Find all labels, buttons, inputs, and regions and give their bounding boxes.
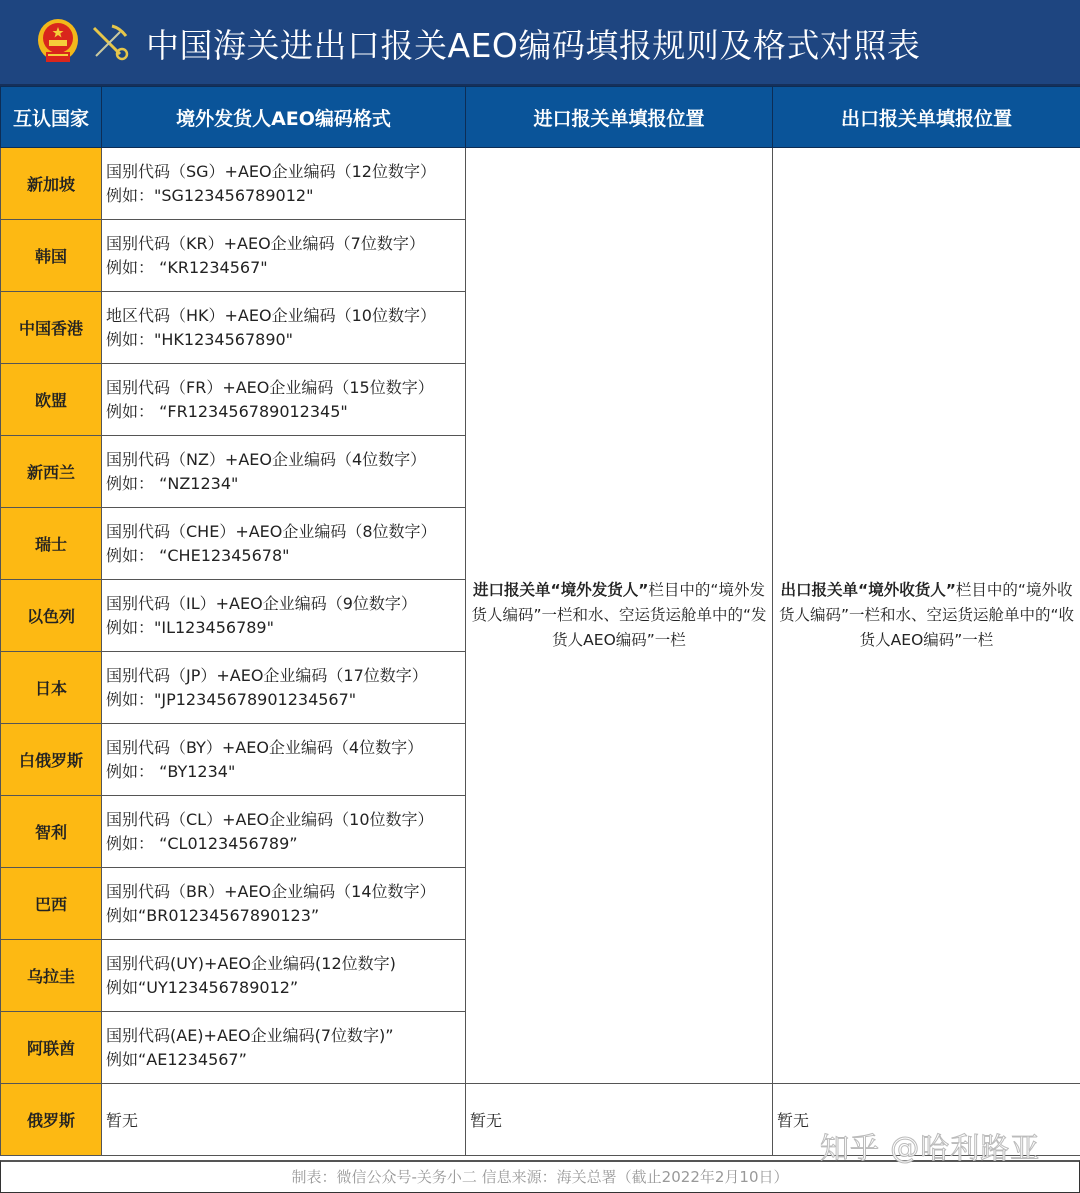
example-text: 例如： “NZ1234" bbox=[106, 472, 465, 496]
example-text: 例如： “CHE12345678" bbox=[106, 544, 465, 568]
import-position-cell bbox=[466, 148, 773, 1084]
format-cell bbox=[102, 148, 466, 220]
import-position-bold: 进口报关单“境外发货人” bbox=[473, 581, 648, 599]
format-cell bbox=[102, 724, 466, 796]
table-row bbox=[1, 148, 1080, 220]
example-text: 例如： “CL0123456789” bbox=[106, 832, 465, 856]
customs-emblem-icon bbox=[90, 22, 130, 62]
country-cell: 韩国 bbox=[1, 220, 102, 292]
example-text: 例如： “FR123456789012345" bbox=[106, 400, 465, 424]
col-header-export: 出口报关单填报位置 bbox=[773, 87, 1080, 148]
export-position-text: 栏目中的“境外收货人编码”一栏和水、空运货运舱单中的“收货人AEO编码”一栏 bbox=[779, 581, 1074, 649]
footer-credit: 制表：微信公众号-关务小二 信息来源：海关总署（截止2022年2月10日） bbox=[0, 1160, 1080, 1193]
country-cell: 中国香港 bbox=[1, 292, 102, 364]
format-cell bbox=[102, 220, 466, 292]
import-position-cell: 暂无 bbox=[466, 1084, 773, 1156]
format-text: 国别代码（BR）+AEO企业编码（14位数字） bbox=[106, 880, 465, 904]
export-position-cell: 暂无 bbox=[773, 1084, 1080, 1156]
format-cell: 暂无 bbox=[102, 1084, 466, 1156]
aeo-table bbox=[0, 86, 1080, 1156]
table-header-row bbox=[1, 87, 1080, 148]
country-cell: 日本 bbox=[1, 652, 102, 724]
format-text: 国别代码（CL）+AEO企业编码（10位数字） bbox=[106, 808, 465, 832]
format-cell bbox=[102, 508, 466, 580]
format-text: 国别代码（SG）+AEO企业编码（12位数字） bbox=[106, 160, 465, 184]
country-cell: 新加坡 bbox=[1, 148, 102, 220]
format-cell bbox=[102, 1012, 466, 1084]
format-cell bbox=[102, 652, 466, 724]
format-text: 国别代码（CHE）+AEO企业编码（8位数字） bbox=[106, 520, 465, 544]
col-header-country: 互认国家 bbox=[1, 87, 102, 148]
example-text: 例如："IL123456789" bbox=[106, 616, 465, 640]
country-cell: 乌拉圭 bbox=[1, 940, 102, 1012]
format-cell bbox=[102, 868, 466, 940]
format-cell bbox=[102, 436, 466, 508]
format-text: 国别代码(AE)+AEO企业编码(7位数字)” bbox=[106, 1024, 465, 1048]
example-text: 例如： “KR1234567" bbox=[106, 256, 465, 280]
country-cell: 巴西 bbox=[1, 868, 102, 940]
page-title: 中国海关进出口报关AEO编码填报规则及格式对照表 bbox=[146, 20, 920, 67]
format-cell bbox=[102, 940, 466, 1012]
example-text: 例如“BR01234567890123” bbox=[106, 904, 465, 928]
watermark: 知乎 @哈利路亚 bbox=[820, 1126, 1040, 1167]
format-text: 国别代码（NZ）+AEO企业编码（4位数字） bbox=[106, 448, 465, 472]
country-cell: 瑞士 bbox=[1, 508, 102, 580]
country-cell: 智利 bbox=[1, 796, 102, 868]
col-header-format: 境外发货人AEO编码格式 bbox=[102, 87, 466, 148]
country-cell: 欧盟 bbox=[1, 364, 102, 436]
country-cell: 俄罗斯 bbox=[1, 1084, 102, 1156]
col-header-import: 进口报关单填报位置 bbox=[466, 87, 773, 148]
country-cell: 新西兰 bbox=[1, 436, 102, 508]
format-text: 国别代码（IL）+AEO企业编码（9位数字） bbox=[106, 592, 465, 616]
import-position-text: 栏目中的“境外发货人编码”一栏和水、空运货运舱单中的“发货人AEO编码”一栏 bbox=[471, 581, 766, 649]
format-text: 国别代码（JP）+AEO企业编码（17位数字） bbox=[106, 664, 465, 688]
format-text: 国别代码（FR）+AEO企业编码（15位数字） bbox=[106, 376, 465, 400]
format-cell bbox=[102, 364, 466, 436]
export-position-bold: 出口报关单“境外收货人” bbox=[781, 581, 956, 599]
example-text: 例如："JP12345678901234567" bbox=[106, 688, 465, 712]
example-text: 例如："HK1234567890" bbox=[106, 328, 465, 352]
format-cell bbox=[102, 580, 466, 652]
country-cell: 白俄罗斯 bbox=[1, 724, 102, 796]
format-cell bbox=[102, 292, 466, 364]
export-position-cell bbox=[773, 148, 1080, 1084]
example-text: 例如： “BY1234" bbox=[106, 760, 465, 784]
format-text: 地区代码（HK）+AEO企业编码（10位数字） bbox=[106, 304, 465, 328]
country-cell: 以色列 bbox=[1, 580, 102, 652]
example-text: 例如“UY123456789012” bbox=[106, 976, 465, 1000]
format-text: 国别代码（KR）+AEO企业编码（7位数字） bbox=[106, 232, 465, 256]
country-cell: 阿联酋 bbox=[1, 1012, 102, 1084]
format-text: 国别代码（BY）+AEO企业编码（4位数字） bbox=[106, 736, 465, 760]
title-bar bbox=[0, 0, 1080, 86]
example-text: 例如："SG123456789012" bbox=[106, 184, 465, 208]
example-text: 例如“AE1234567” bbox=[106, 1048, 465, 1072]
format-text: 国别代码(UY)+AEO企业编码(12位数字) bbox=[106, 952, 465, 976]
national-emblem-icon bbox=[36, 18, 80, 66]
format-cell bbox=[102, 796, 466, 868]
